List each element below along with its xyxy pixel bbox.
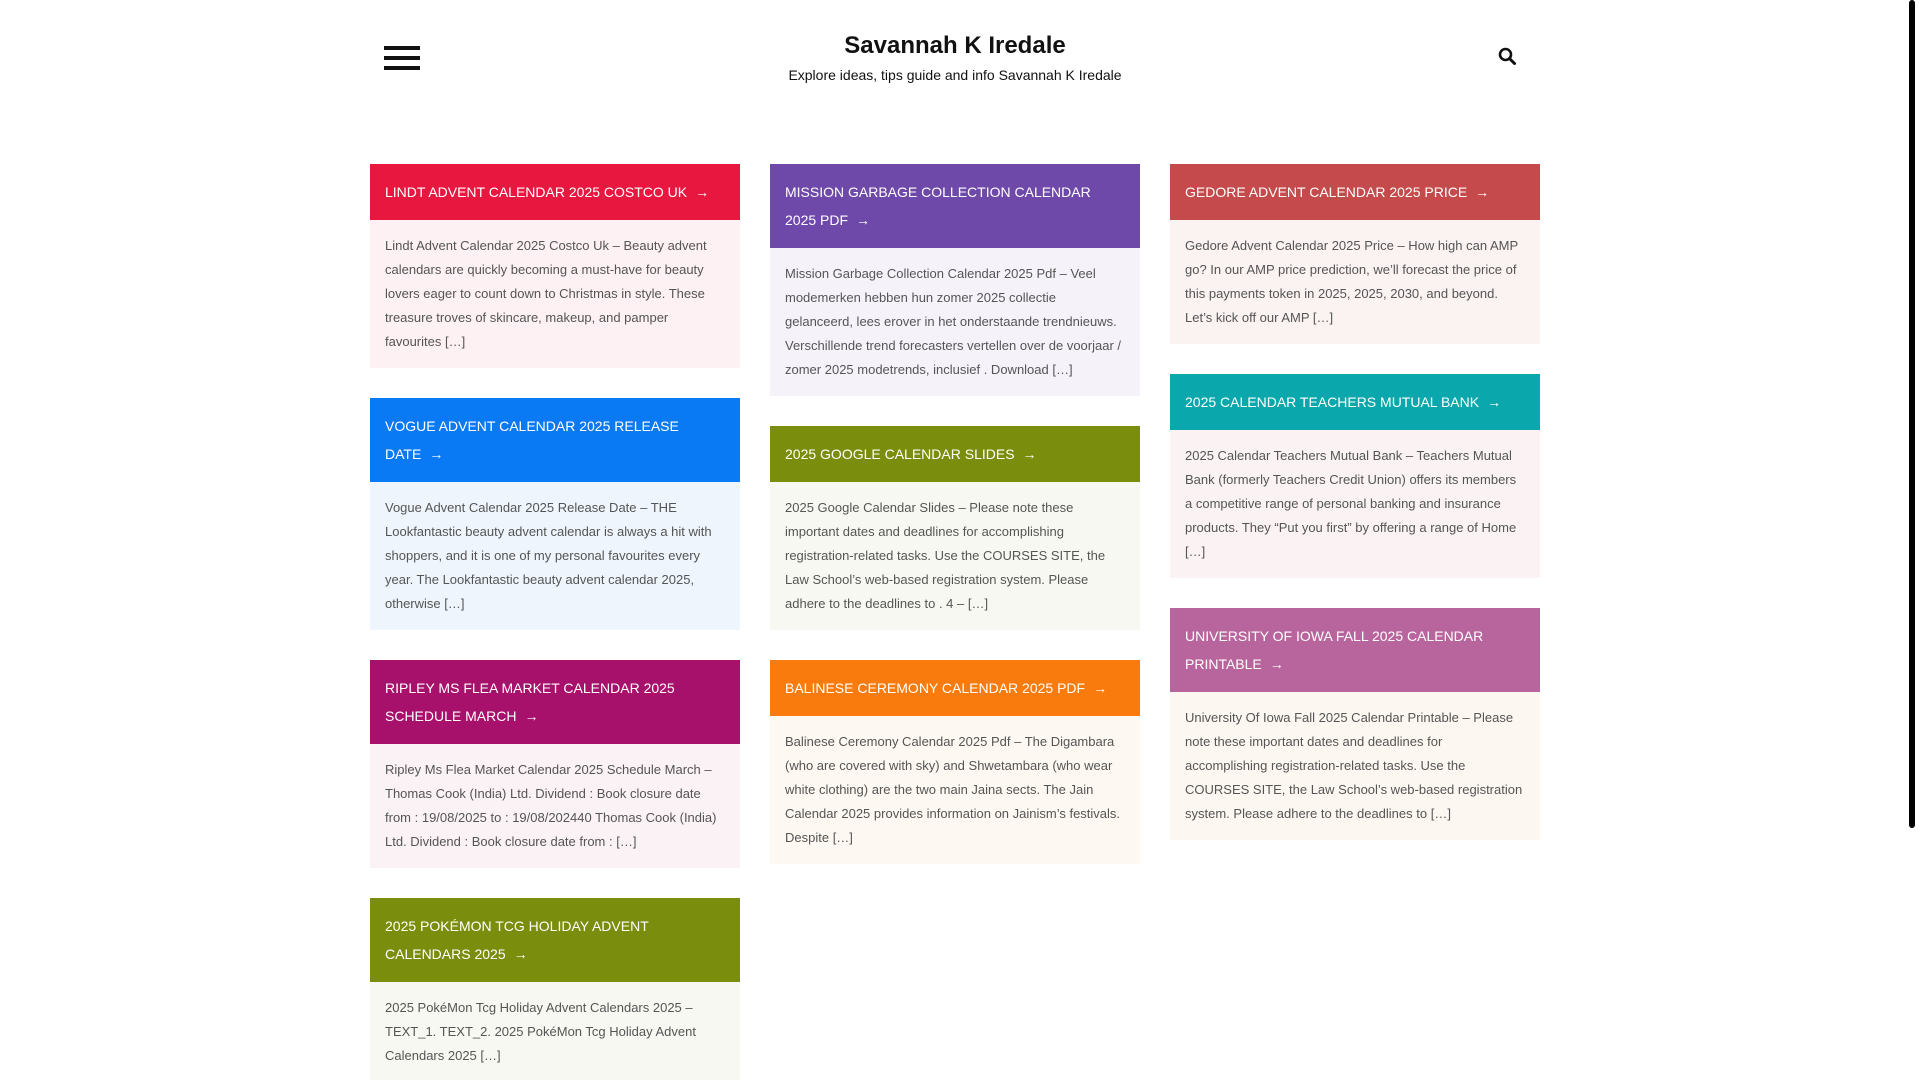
post-title-link[interactable]	[1170, 374, 1540, 430]
post-excerpt	[770, 482, 1140, 630]
post-column	[1170, 164, 1540, 870]
arrow-icon: →	[695, 184, 710, 200]
post-card	[770, 426, 1140, 630]
post-title: RIPLEY MS FLEA MARKET CALENDAR 2025 SCHEDULE MARCH	[385, 680, 675, 724]
post-title: MISSION GARBAGE COLLECTION CALENDAR 2025 PDF	[785, 184, 1091, 228]
post-excerpt	[370, 982, 740, 1080]
post-card	[770, 164, 1140, 396]
post-excerpt-text: Lindt Advent Calendar 2025 Costco Uk – Beauty advent calendars are quickly becoming a must-have for beauty lovers eager to count down to Christmas in style. These treasure troves of skincare, makeup, and pamper favourites […]	[385, 238, 707, 349]
post-excerpt	[370, 482, 740, 630]
post-title-link[interactable]	[370, 398, 740, 482]
arrow-icon: →	[856, 212, 871, 228]
post-excerpt-text: Mission Garbage Collection Calendar 2025 Pdf – Veel modemerken hebben hun zomer 2025 collectie gelanceerd, lees erover in het onderstaande trendnieuws. Verschillende trend forecasters vertellen over de voorjaar / zomer 2025 modetrends, inclusief . Download […]	[785, 266, 1122, 377]
post-title: VOGUE ADVENT CALENDAR 2025 RELEASE DATE	[385, 418, 679, 462]
post-card	[370, 164, 740, 368]
post-excerpt	[370, 220, 740, 368]
post-title-link[interactable]	[1170, 608, 1540, 692]
post-excerpt	[370, 744, 740, 868]
post-excerpt-text: Ripley Ms Flea Market Calendar 2025 Schedule March – Thomas Cook (India) Ltd. Dividend : Book closure date from : 19/08/2025 to : 19/08/202440 Thomas Cook (India) Ltd. Dividend : Book closure date from : […]	[385, 762, 717, 849]
post-excerpt	[1170, 220, 1540, 344]
post-title: LINDT ADVENT CALENDAR 2025 COSTCO UK	[385, 184, 688, 200]
post-title: 2025 POKÉMON TCG HOLIDAY ADVENT CALENDARS 2025	[385, 918, 649, 962]
post-card	[370, 398, 740, 630]
arrow-icon: →	[1487, 394, 1502, 410]
post-excerpt	[770, 716, 1140, 864]
post-column	[770, 164, 1140, 894]
post-excerpt	[770, 248, 1140, 396]
post-card	[1170, 164, 1540, 344]
arrow-icon: →	[524, 708, 539, 724]
site-title[interactable]: Savannah K Iredale	[844, 32, 1066, 59]
post-excerpt	[1170, 692, 1540, 840]
post-excerpt-text: Gedore Advent Calendar 2025 Price – How high can AMP go? In our AMP price prediction, we’ll forecast the price of this payments token in 2025, 2025, 2030, and beyond. Let’s kick off our AMP […]	[1185, 238, 1518, 325]
post-title-link[interactable]	[370, 660, 740, 744]
post-excerpt-text: Balinese Ceremony Calendar 2025 Pdf – The Digambara (who are covered with sky) and Shwetambara (who wear white clothing) are the two main Jaina sects. The Jain Calendar 2025 provides information on Jainism’s festivals. Despite […]	[785, 734, 1121, 845]
post-title-link[interactable]	[770, 660, 1140, 716]
post-excerpt-text: 2025 PokéMon Tcg Holiday Advent Calendars 2025 – TEXT_1. TEXT_2. 2025 PokéMon Tcg Holiday Advent Calendars 2025 […]	[385, 1000, 696, 1063]
post-excerpt-text: Vogue Advent Calendar 2025 Release Date – THE Lookfantastic beauty advent calendar is always a hit with shoppers, and it is one of my personal favourites every year. The Lookfantastic beauty advent calendar 2025, otherwise […]	[385, 500, 712, 611]
site-description: Explore ideas, tips guide and info Savannah K Iredale	[788, 67, 1122, 83]
post-title-link[interactable]	[1170, 164, 1540, 220]
post-card	[370, 898, 740, 1080]
arrow-icon: →	[513, 946, 528, 962]
post-card	[370, 660, 740, 868]
post-title: 2025 GOOGLE CALENDAR SLIDES	[785, 446, 1015, 462]
post-title-link[interactable]	[770, 164, 1140, 248]
search-icon	[1497, 46, 1519, 68]
post-title-link[interactable]	[770, 426, 1140, 482]
post-excerpt-text: University Of Iowa Fall 2025 Calendar Printable – Please note these important dates and deadlines for accomplishing registration-related tasks. Use the COURSES SITE, the Law School’s web-based registration system. Please adhere to the deadlines to […]	[1185, 710, 1523, 821]
scrollbar-thumb[interactable]	[1909, 0, 1915, 828]
post-title-link[interactable]	[370, 164, 740, 220]
arrow-icon: →	[1093, 680, 1108, 696]
post-excerpt	[1170, 430, 1540, 578]
arrow-icon: →	[1475, 184, 1490, 200]
post-card	[770, 660, 1140, 864]
post-title: BALINESE CEREMONY CALENDAR 2025 PDF	[785, 680, 1086, 696]
post-title: UNIVERSITY OF IOWA FALL 2025 CALENDAR PRINTABLE	[1185, 628, 1484, 672]
arrow-icon: →	[1269, 656, 1284, 672]
post-title: 2025 CALENDAR TEACHERS MUTUAL BANK	[1185, 394, 1480, 410]
arrow-icon: →	[1022, 446, 1037, 462]
vertical-scrollbar[interactable]	[1905, 0, 1920, 1080]
post-title: GEDORE ADVENT CALENDAR 2025 PRICE	[1185, 184, 1468, 200]
post-column	[370, 164, 740, 1080]
site-header	[0, 0, 1905, 110]
search-button[interactable]	[1497, 46, 1519, 68]
post-card	[1170, 608, 1540, 840]
post-title-link[interactable]	[370, 898, 740, 982]
post-excerpt-text: 2025 Calendar Teachers Mutual Bank – Teachers Mutual Bank (formerly Teachers Credit Union) offers its members a competitive range of personal banking and insurance products. They “Put you first” by offering a range of Home […]	[1185, 448, 1517, 559]
post-excerpt-text: 2025 Google Calendar Slides – Please note these important dates and deadlines for accomplishing registration-related tasks. Use the COURSES SITE, the Law School’s web-based registration system. Please adhere to the deadlines to . 4 – […]	[785, 500, 1106, 611]
post-card	[1170, 374, 1540, 578]
arrow-icon: →	[429, 446, 444, 462]
